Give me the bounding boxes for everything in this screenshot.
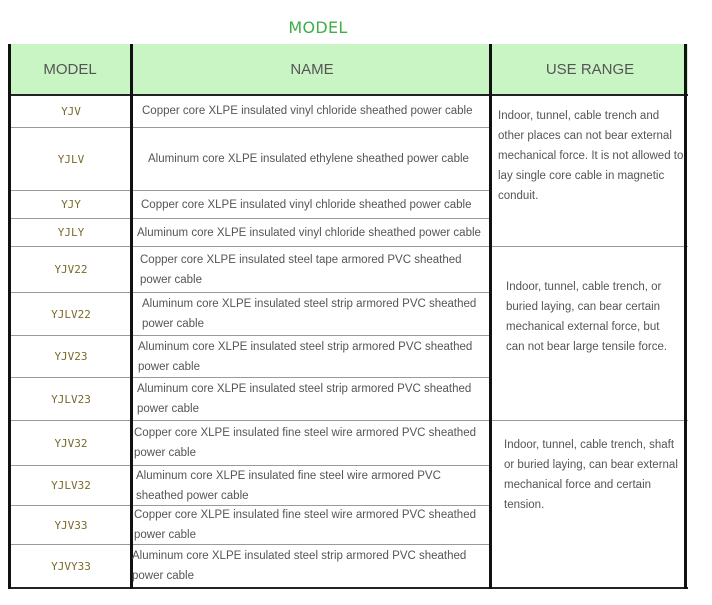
row-model: YJV23 (54, 350, 88, 363)
row-model: YJLV32 (51, 479, 91, 492)
row-model: YJV33 (54, 518, 88, 532)
row-model: YJV22 (54, 263, 88, 276)
row-name: Copper core XLPE insulated vinyl chloride sheathed power cable (141, 198, 472, 211)
row-name: Copper core XLPE insulated fine steel wire armored PVC sheathed power cable (134, 509, 476, 541)
row-model: YJLV23 (51, 392, 91, 406)
table-header (8, 44, 688, 94)
row-name: Aluminum core XLPE insulated fine steel wire armored PVC sheathed power cable (136, 469, 441, 502)
header-model: MODEL (43, 60, 97, 78)
table-right-border (684, 44, 687, 589)
column-divider (130, 44, 133, 589)
page-title: MODEL (288, 18, 348, 37)
row-model: YJLV (57, 152, 85, 166)
model-table (8, 44, 688, 589)
header-name: NAME (290, 60, 334, 78)
table-left-border (8, 44, 11, 589)
row-model: YJY (61, 198, 81, 211)
use-range-text: Indoor, tunnel, cable trench and other places can not bear external mechanical force. It is not allowed to lay single core cable in magnetic conduit. (498, 110, 684, 202)
row-name: Copper core XLPE insulated fine steel wire armored PVC sheathed power cable (134, 427, 476, 459)
row-name: Copper core XLPE insulated vinyl chloride sheathed power cable (142, 105, 473, 117)
row-model: YJV (61, 104, 81, 118)
row-model: YJLY (57, 226, 85, 239)
row-name: Aluminum core XLPE insulated vinyl chloride sheathed power cable (137, 226, 481, 239)
row-model: YJV32 (54, 436, 88, 450)
table-bottom-border (8, 587, 688, 589)
use-range-text: Indoor, tunnel, cable trench, shaft or buried laying, can bear external mechanical force and certain tension. (504, 439, 678, 511)
row-name: Aluminum core XLPE insulated steel strip armored PVC sheathed power cable (138, 340, 473, 373)
header-use-range: USE RANGE (545, 60, 635, 78)
row-name: Aluminum core XLPE insulated steel strip armored PVC sheathed power cable (142, 298, 477, 330)
use-range-text: Indoor, tunnel, cable trench, or buried laying, can bear certain mechanical external force, but can not bear large tensile force. (506, 281, 668, 353)
row-model: YJLV22 (51, 307, 91, 321)
row-model: YJVY33 (51, 559, 91, 573)
row-name: Aluminum core XLPE insulated steel strip armored PVC sheathed power cable (132, 550, 467, 582)
row-name: Aluminum core XLPE insulated steel strip armored PVC sheathed power cable (137, 383, 472, 415)
row-name: Aluminum core XLPE insulated ethylene sheathed power cable (148, 153, 469, 165)
row-name: Copper core XLPE insulated steel tape armored PVC sheathed power cable (140, 253, 462, 286)
